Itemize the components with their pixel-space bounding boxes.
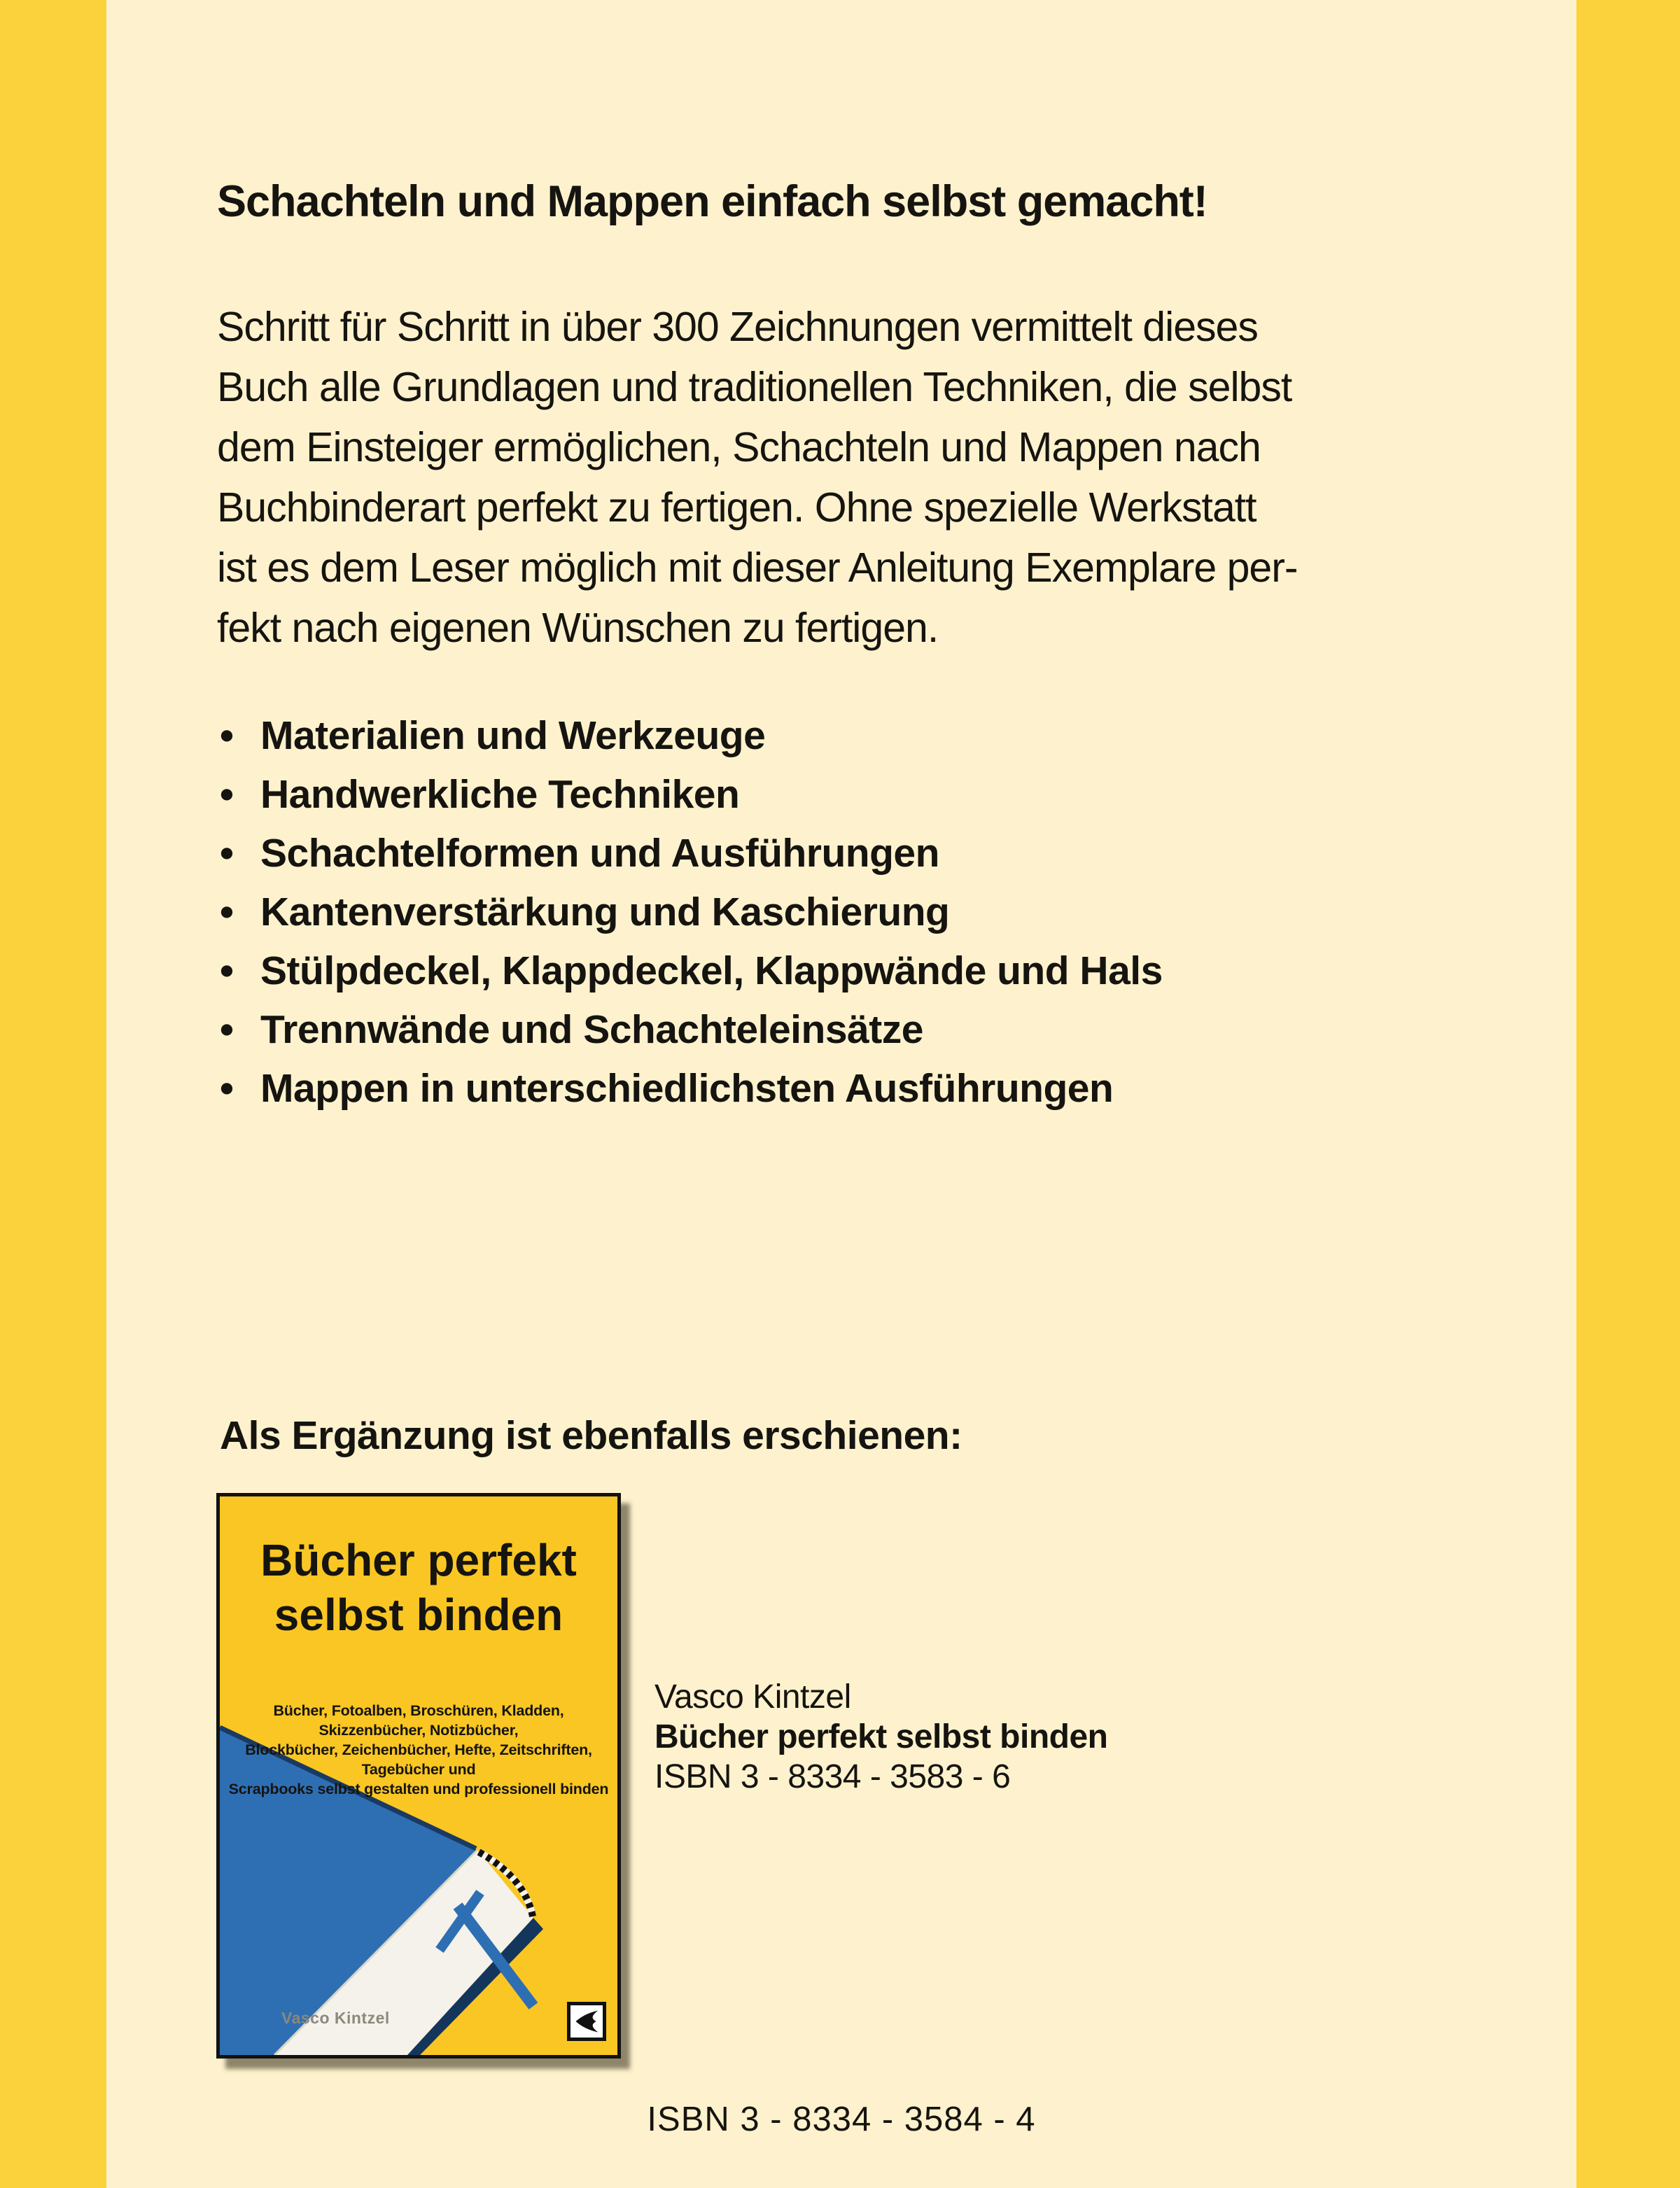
bullet-icon: • (220, 713, 234, 758)
cover-title (220, 1533, 617, 1642)
intro-heading: Schachteln und Mappen einfach selbst gemacht! (217, 177, 1208, 226)
list-item (220, 889, 1163, 948)
list-item (220, 771, 1163, 830)
paragraph-line: Schritt für Schritt in über 300 Zeichnungen vermittelt dieses (217, 304, 1258, 350)
cover-subtitle-line: Scrapbooks selbst gestalten und professionell binden (228, 1781, 609, 1797)
list-item (220, 948, 1163, 1007)
cover-title-line: selbst binden (274, 1590, 564, 1640)
list-item (220, 1065, 1163, 1124)
reference-author: Vasco Kintzel (654, 1678, 851, 1716)
list-item-label: Stülpdeckel, Klappdeckel, Klappwände und Hals (260, 948, 1163, 993)
publisher-logo-icon (573, 2007, 601, 2035)
footer-isbn: ISBN 3 - 8334 - 3584 - 4 (647, 2101, 1036, 2138)
paragraph-line: Buchbinderart perfekt zu fertigen. Ohne spezielle Werkstatt (217, 484, 1256, 531)
list-item-label: Schachtelformen und Ausführungen (260, 831, 939, 876)
paragraph-line: fekt nach eigenen Wünschen zu fertigen. (217, 605, 939, 651)
publisher-logo (567, 2002, 606, 2041)
list-item-label: Trennwände und Schachteleinsätze (260, 1007, 923, 1052)
cover-subtitle-line: Bücher, Fotoalben, Broschüren, Kladden, Skizzenbücher, Notizbücher, (273, 1702, 564, 1739)
bullet-icon: • (220, 948, 234, 993)
intro-paragraph (217, 297, 1298, 658)
reference-isbn: ISBN 3 - 8334 - 3583 - 6 (654, 1758, 1011, 1795)
list-item (220, 1007, 1163, 1065)
bullet-icon: • (220, 1066, 234, 1111)
bullet-icon: • (220, 890, 234, 934)
paragraph-line: Buch alle Grundlagen und traditionellen Techniken, die selbst (217, 364, 1292, 410)
list-item-label: Kantenverstärkung und Kaschierung (260, 890, 950, 934)
paragraph-line: ist es dem Leser möglich mit dieser Anleitung Exemplare per- (217, 545, 1298, 591)
bullet-icon: • (220, 1007, 234, 1052)
supplement-heading: Als Ergänzung ist ebenfalls erschienen: (220, 1413, 962, 1458)
right-yellow-border (1576, 0, 1680, 2188)
book-cover-thumbnail (216, 1493, 621, 2059)
companion-book-reference (654, 1677, 1107, 1797)
list-item-label: Mappen in unterschiedlichsten Ausführungen (260, 1066, 1114, 1111)
cover-title-line: Bücher perfekt (260, 1535, 577, 1585)
cover-subtitle (220, 1701, 617, 1799)
cover-subtitle-line: Blockbücher, Zeichenbücher, Hefte, Zeitschriften, Tagebücher und (245, 1741, 592, 1778)
bullet-icon: • (220, 831, 234, 876)
list-item (220, 713, 1163, 771)
paragraph-line: dem Einsteiger ermöglichen, Schachteln und Mappen nach (217, 424, 1261, 470)
list-item (220, 830, 1163, 889)
topic-bullet-list (220, 713, 1163, 1124)
reference-title: Bücher perfekt selbst binden (654, 1718, 1108, 1755)
left-yellow-border (0, 0, 106, 2188)
bullet-icon: • (220, 772, 234, 817)
list-item-label: Handwerkliche Techniken (260, 772, 740, 817)
cover-author-name: Vasco Kintzel (281, 2009, 390, 2027)
list-item-label: Materialien und Werkzeuge (260, 713, 766, 758)
